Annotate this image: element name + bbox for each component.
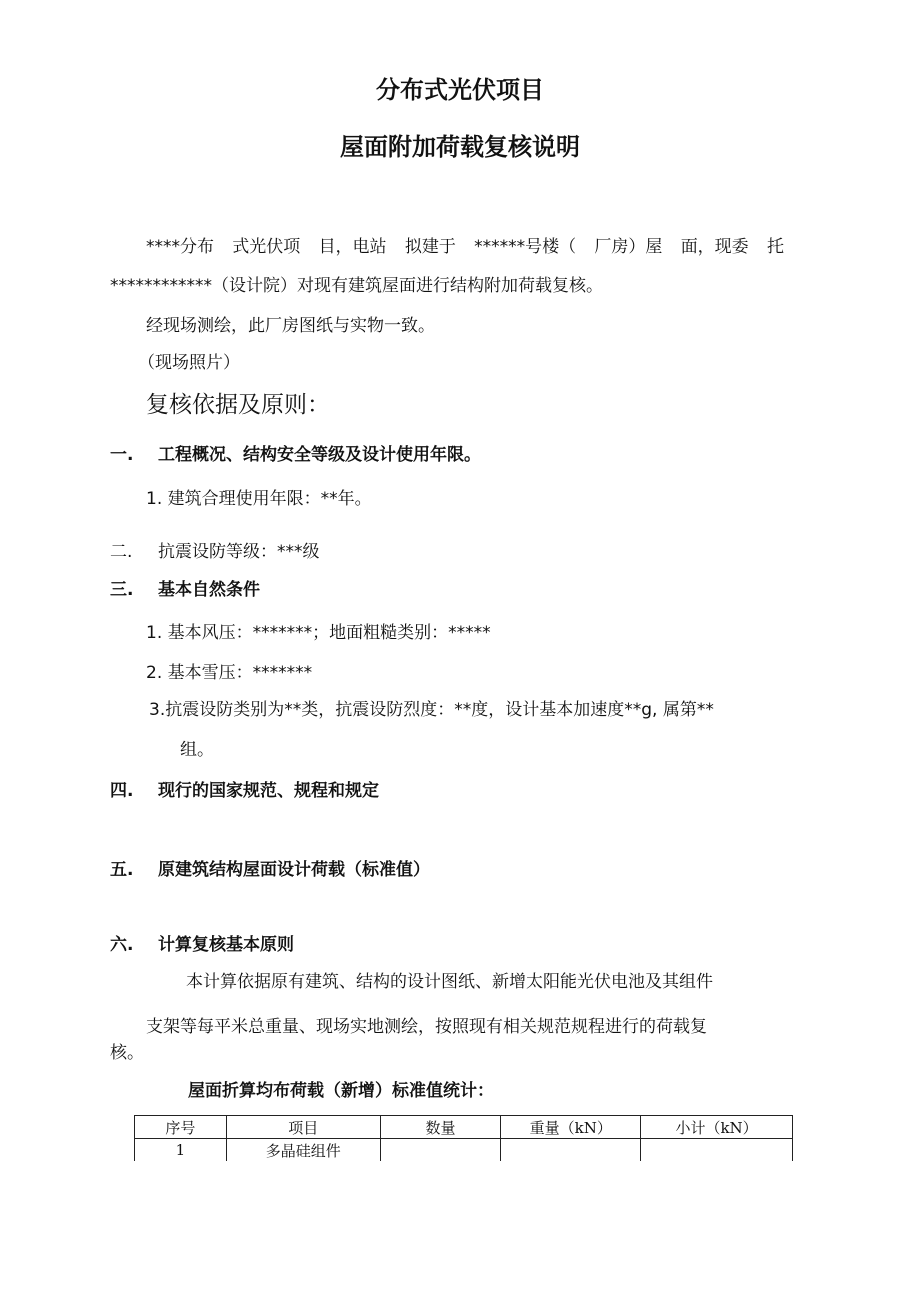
section-1-heading — [110, 440, 481, 465]
section-number: 二. — [110, 542, 133, 562]
section-3-item-1: 1. 基本风压：*******；地面粗糙类别：***** — [146, 623, 491, 643]
table-header-cell: 项目 — [226, 1116, 380, 1139]
section-number: 三. — [110, 580, 134, 600]
section-number: 五. — [110, 860, 134, 880]
intro-part: 厂房）屋 — [594, 237, 663, 257]
photo-note: （现场照片） — [138, 353, 240, 373]
intro-part: 托 — [766, 237, 784, 257]
table-header-row — [135, 1116, 793, 1139]
document-title: 分布式光伏项目 — [376, 76, 544, 104]
principle-line-3: 核。 — [110, 1043, 144, 1063]
intro-part: 目，电站 — [318, 237, 387, 257]
section-5-heading — [110, 855, 430, 880]
table-cell — [641, 1139, 793, 1162]
basis-heading: 复核依据及原则： — [146, 392, 330, 418]
survey-note: 经现场测绘，此厂房图纸与实物一致。 — [146, 316, 435, 336]
table-caption: 屋面折算均布荷载（新增）标准值统计： — [188, 1081, 494, 1101]
intro-part: ******号楼（ — [474, 237, 577, 257]
table-header-cell: 数量 — [380, 1116, 501, 1139]
section-3-heading — [110, 575, 260, 600]
section-2-heading — [110, 537, 320, 562]
section-1-item-1: 1. 建筑合理使用年限：**年。 — [146, 489, 372, 509]
section-title: 计算复核基本原则 — [158, 935, 294, 955]
section-3-item-2: 2. 基本雪压：******* — [146, 663, 313, 683]
table-cell: 1 — [135, 1139, 227, 1162]
section-4-heading — [110, 776, 379, 801]
section-3-item-3-cont: 组。 — [180, 740, 214, 760]
table-header-cell: 重量（kN） — [501, 1116, 641, 1139]
intro-part: 拟建于 — [404, 237, 456, 257]
section-6-heading — [110, 930, 294, 955]
table-row — [135, 1139, 793, 1162]
table-cell: 多晶硅组件 — [226, 1139, 380, 1162]
section-3-item-3: 3.抗震设防类别为**类，抗震设防烈度：**度，设计基本加速度**g, 属第** — [149, 700, 714, 720]
table-cell — [501, 1139, 641, 1162]
intro-part: 面，现委 — [680, 237, 749, 257]
section-number: 六. — [110, 935, 134, 955]
section-title: 现行的国家规范、规程和规定 — [158, 781, 379, 801]
load-table — [134, 1115, 793, 1161]
section-title: 原建筑结构屋面设计荷载（标准值） — [158, 860, 430, 880]
principle-line-1: 本计算依据原有建筑、结构的设计图纸、新增太阳能光伏电池及其组件 — [186, 972, 713, 992]
document-subtitle: 屋面附加荷载复核说明 — [340, 133, 580, 161]
table-header-cell: 序号 — [135, 1116, 227, 1139]
intro-part: ****分布 — [146, 237, 214, 257]
intro-part: 式光伏项 — [232, 237, 301, 257]
table-cell — [380, 1139, 501, 1162]
intro-line-1 — [146, 232, 784, 257]
section-number: 一. — [110, 445, 134, 465]
section-title: 抗震设防等级：***级 — [158, 542, 320, 562]
section-number: 四. — [110, 781, 134, 801]
principle-line-2: 支架等每平米总重量、现场实地测绘，按照现有相关规范规程进行的荷载复 — [146, 1017, 707, 1037]
table-header-cell: 小计（kN） — [641, 1116, 793, 1139]
section-title: 工程概况、结构安全等级及设计使用年限。 — [158, 445, 481, 465]
section-title: 基本自然条件 — [158, 580, 260, 600]
intro-line-2: ************（设计院）对现有建筑屋面进行结构附加荷载复核。 — [110, 276, 603, 296]
